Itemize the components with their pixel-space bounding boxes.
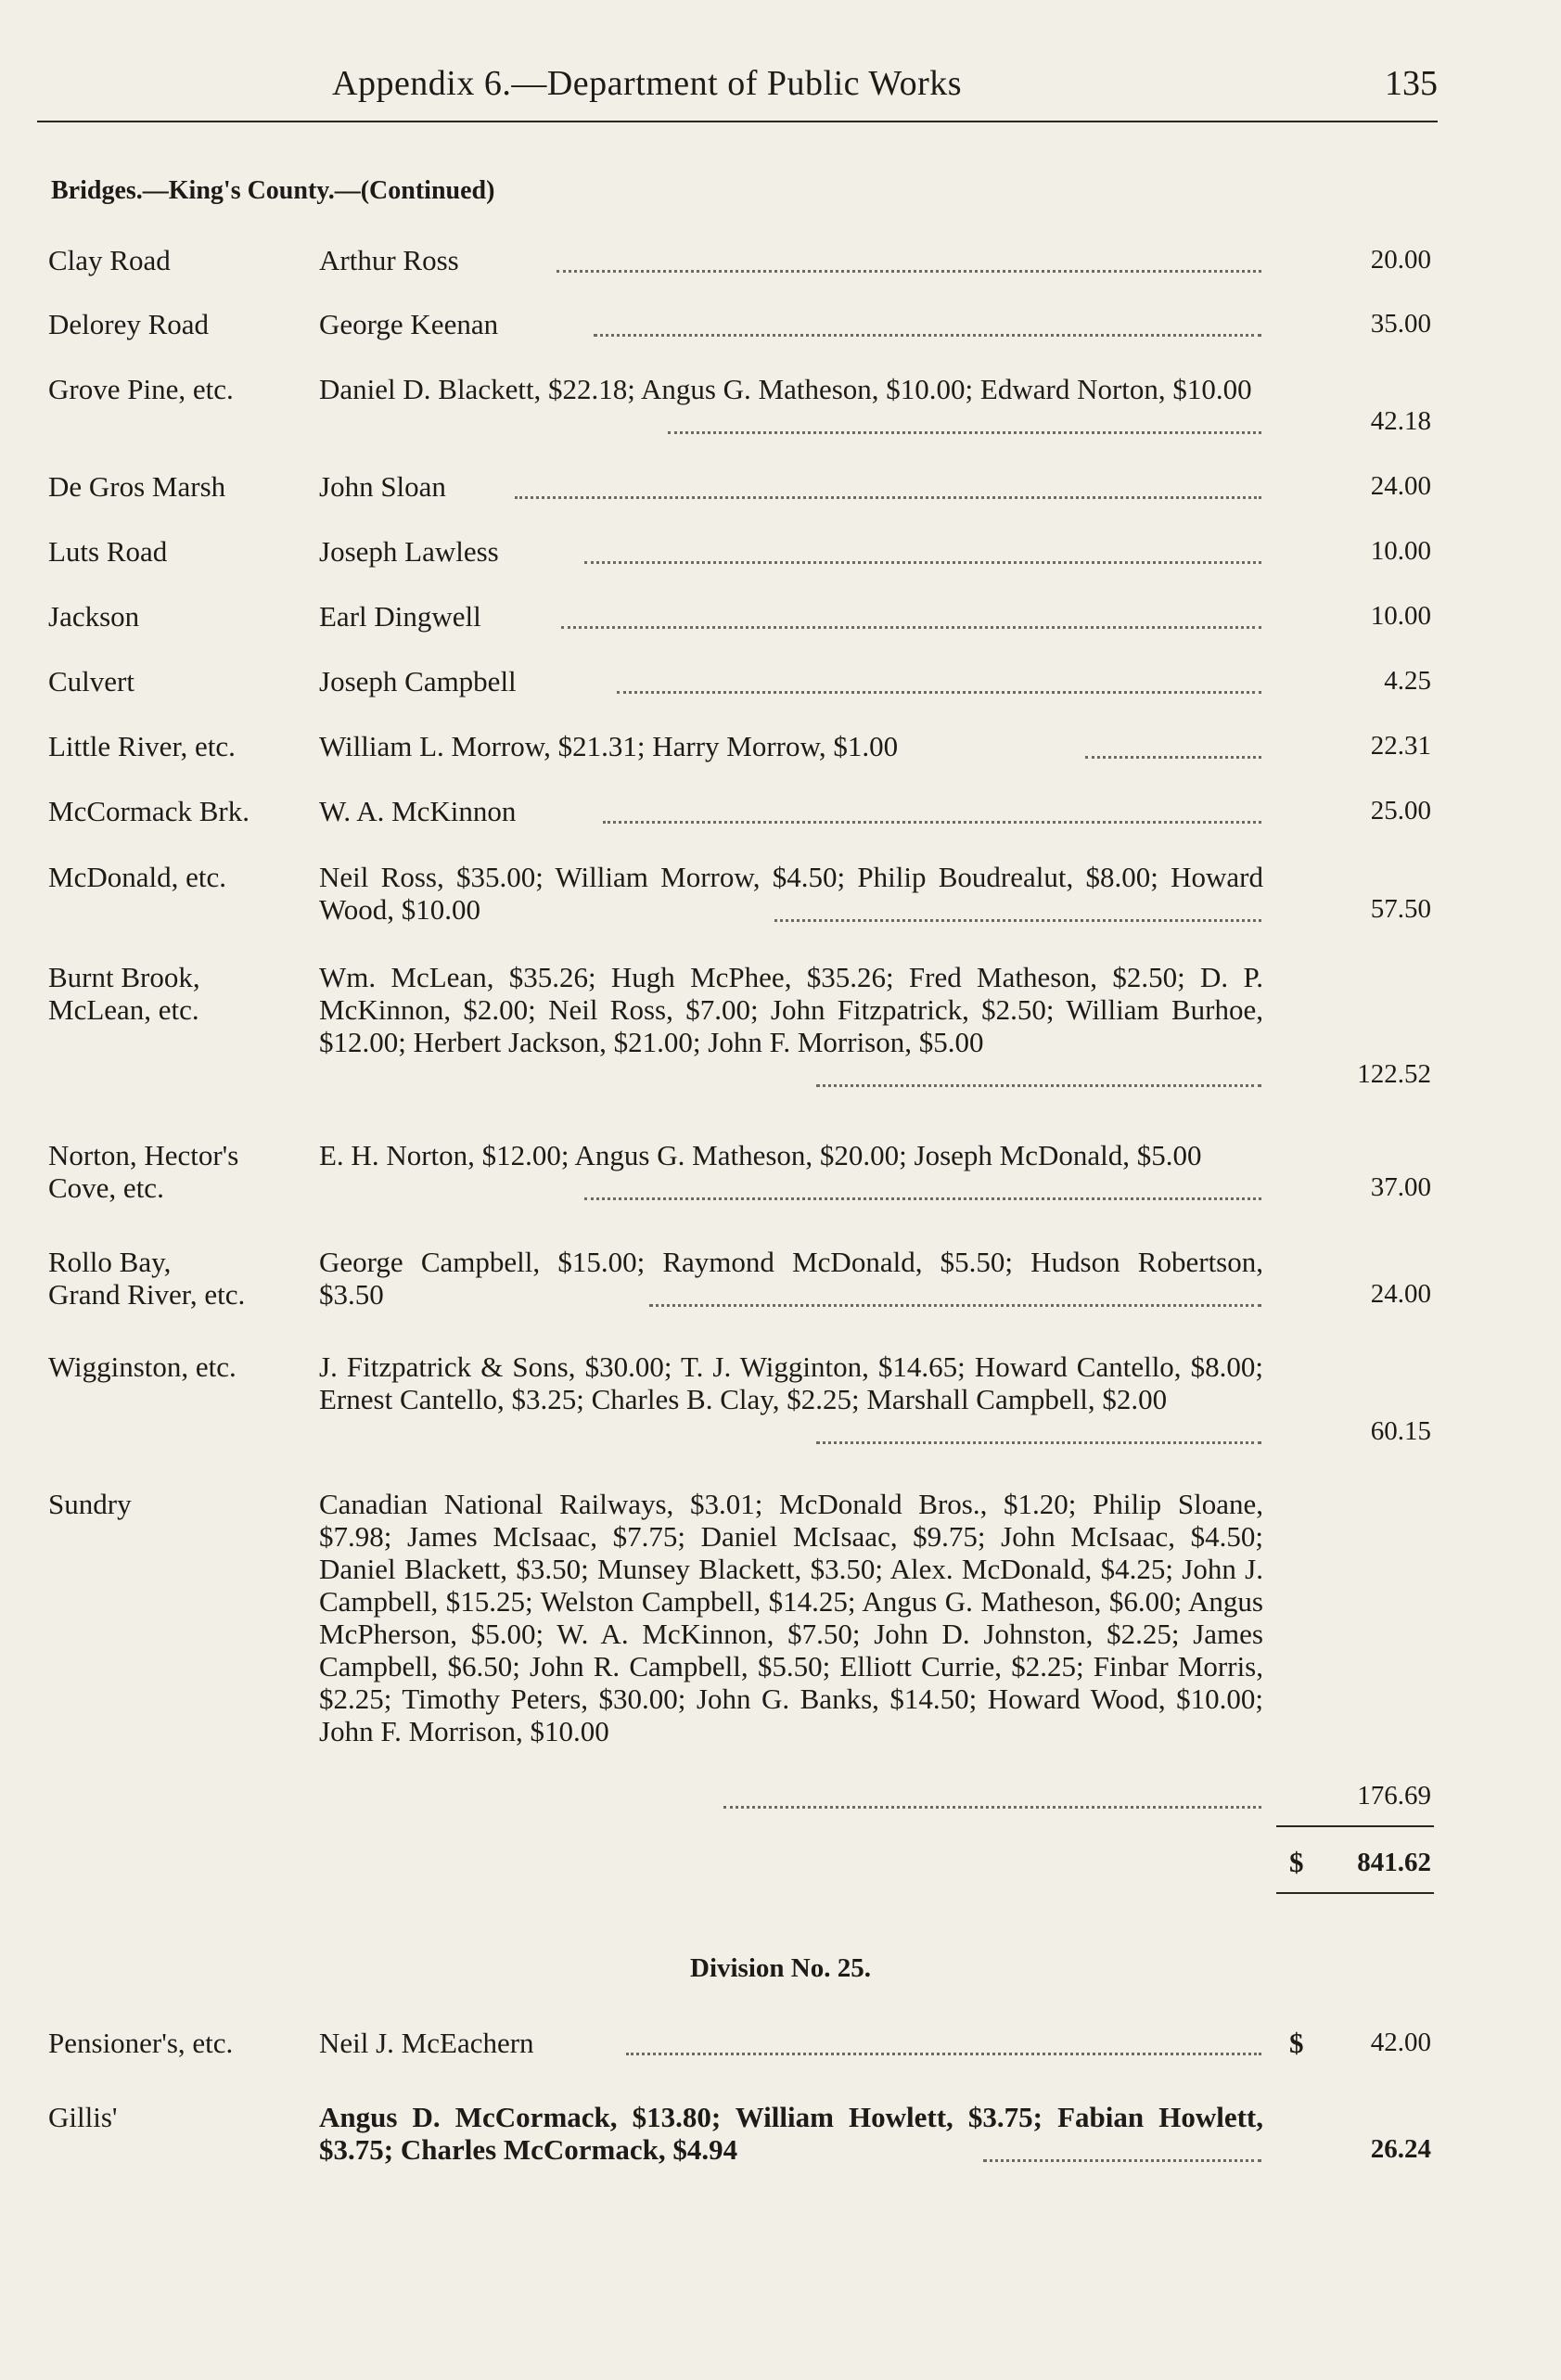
dot-leader [774, 919, 1261, 922]
page-title: Appendix 6.—Department of Public Works [332, 64, 963, 103]
entry-payees-text: Arthur Ross [319, 244, 465, 276]
entry-amount: 20.00 [1370, 245, 1431, 275]
entry-payees [319, 373, 1263, 405]
dot-leader [723, 1806, 1261, 1809]
entry-payees [319, 2101, 1263, 2166]
entry-payees [319, 1488, 1263, 1747]
page-number: 135 [1385, 64, 1438, 103]
entry-payees-text: Daniel D. Blackett, $22.18; Angus G. Matheson, $10.00; Edward Norton, $10.00 [319, 373, 1258, 405]
entry-amount: 26.24 [1370, 2134, 1431, 2164]
entry-payees-text: J. Fitzpatrick & Sons, $30.00; T. J. Wigginton, $14.65; Howard Cantello, $8.00; Ernest Cantello, $3.25; Charles B. Clay, $2.25; Marshall Campbell, $2.00 [319, 1350, 1263, 1415]
dot-leader [649, 1304, 1261, 1307]
dot-leader [561, 626, 1261, 629]
entry-place: Pensioner's, etc. [48, 2027, 234, 2059]
entry-amount: 24.00 [1370, 471, 1431, 501]
dot-leader [557, 270, 1261, 273]
total-currency: $ [1289, 1846, 1304, 1878]
entry-payees-text: Joseph Lawless [319, 535, 505, 568]
dot-leader [816, 1084, 1261, 1087]
dot-leader [816, 1441, 1261, 1444]
entry-amount: 22.31 [1370, 731, 1431, 761]
entry-payees-text: Joseph Campbell [319, 665, 522, 697]
entry-place: De Gros Marsh [48, 470, 226, 503]
entry-amount: 10.00 [1370, 536, 1431, 566]
dot-leader [983, 2159, 1261, 2162]
dot-leader [668, 431, 1261, 434]
page-header [37, 63, 1438, 122]
entry-payees-text: Wm. McLean, $35.26; Hugh McPhee, $35.26; Fred Matheson, $2.50; D. P. McKinnon, $2.00; Neil Ross, $7.00; John Fitzpatrick, $2.50; William Burhoe, $12.00; Herbert Jackson, $21.00; John F. Morrison, $5.00 [319, 961, 1263, 1058]
entry-payees [319, 1350, 1263, 1415]
entry-payees-text: W. A. McKinnon [319, 795, 521, 827]
entry-place: Rollo Bay, Grand River, etc. [48, 1246, 246, 1311]
entry-payees-text: Neil Ross, $35.00; William Morrow, $4.50; Philip Boudrealut, $8.00; Howard Wood, $10.00 [319, 861, 1263, 926]
entry-place: Clay Road [48, 244, 171, 276]
entry-amount: 4.25 [1384, 666, 1431, 696]
total-rule-bottom [1276, 1892, 1434, 1894]
entry-place: McCormack Brk. [48, 795, 250, 827]
dot-leader [626, 2053, 1261, 2055]
entry-place: McDonald, etc. [48, 861, 226, 893]
entry-place: Jackson [48, 600, 140, 633]
dot-leader [584, 561, 1261, 564]
entry-amount: 10.00 [1370, 601, 1431, 631]
entry-amount: 57.50 [1370, 894, 1431, 924]
entry-payees-text: William L. Morrow, $21.31; Harry Morrow, $1.00 [319, 730, 903, 762]
entry-amount: 42.18 [1370, 406, 1431, 436]
entry-amount: 60.15 [1370, 1416, 1431, 1446]
dot-leader [515, 496, 1261, 499]
entry-payees-text: Earl Dingwell [319, 600, 487, 633]
entry-place: Grove Pine, etc. [48, 373, 234, 405]
dot-leader [584, 1197, 1261, 1200]
entry-payees [319, 961, 1263, 1058]
entry-amount: 25.00 [1370, 796, 1431, 825]
entry-payees-text: Angus D. McCormack, $13.80; William Howlett, $3.75; Fabian Howlett, $3.75; Charles McCormack, $4.94 [319, 2101, 1263, 2166]
entry-currency: $ [1289, 2027, 1304, 2059]
total-amount: 841.62 [1357, 1848, 1431, 1877]
entry-amount: 35.00 [1370, 309, 1431, 339]
entry-payees-text: Neil J. McEachern [319, 2027, 540, 2059]
entry-place: Little River, etc. [48, 730, 236, 762]
dot-leader [594, 334, 1261, 337]
entry-payees [319, 861, 1263, 926]
entry-payees-text: John Sloan [319, 470, 452, 503]
entry-payees [319, 1139, 1263, 1171]
entry-place: Delorey Road [48, 308, 210, 340]
total-rule-top [1276, 1825, 1434, 1827]
entry-payees-text: E. H. Norton, $12.00; Angus G. Matheson, $20.00; Joseph McDonald, $5.00 [319, 1139, 1207, 1171]
entry-amount: 122.52 [1357, 1059, 1431, 1089]
entry-amount: 37.00 [1370, 1172, 1431, 1202]
entry-amount: 24.00 [1370, 1279, 1431, 1309]
entry-amount: 176.69 [1357, 1781, 1431, 1811]
dot-leader [603, 821, 1261, 824]
dot-leader [1085, 756, 1261, 759]
entry-place: Norton, Hector's Cove, etc. [48, 1139, 239, 1204]
entry-payees-text: George Keenan [319, 308, 504, 340]
entry-place: Burnt Brook, McLean, etc. [48, 961, 200, 1026]
entry-place: Culvert [48, 665, 134, 697]
entry-payees-text: Canadian National Railways, $3.01; McDonald Bros., $1.20; Philip Sloane, $7.98; James McIsaac, $7.75; Daniel McIsaac, $9.75; John McIsaac, $4.50; Daniel Blackett, $3.50; Munsey Blackett, $3.50; Alex. McDonald, $4.25; John J. Campbell, $15.25; Welston Campbell, $14.25; Angus G. Matheson, $6.00; Angus McPherson, $5.00; W. A. McKinnon, $7.50; John D. Johnston, $2.25; James Campbell, $6.50; John R. Campbell, $5.50; Elliott Currie, $2.25; Finbar Morris, $2.25; Timothy Peters, $30.00; John G. Banks, $14.50; Howard Wood, $10.00; John F. Morrison, $10.00 [319, 1488, 1263, 1747]
dot-leader [617, 691, 1261, 694]
section-heading: Bridges.—King's County.—(Continued) [51, 176, 495, 205]
division-heading: Division No. 25. [690, 1953, 871, 1983]
entry-place: Luts Road [48, 535, 168, 568]
entry-amount: 42.00 [1370, 2028, 1431, 2057]
entry-payees [319, 1246, 1263, 1311]
entry-place: Sundry [48, 1488, 132, 1520]
entry-payees-text: George Campbell, $15.00; Raymond McDonald, $5.50; Hudson Robertson, $3.50 [319, 1246, 1263, 1311]
entry-place: Wigginston, etc. [48, 1350, 237, 1383]
entry-place: Gillis' [48, 2101, 118, 2133]
